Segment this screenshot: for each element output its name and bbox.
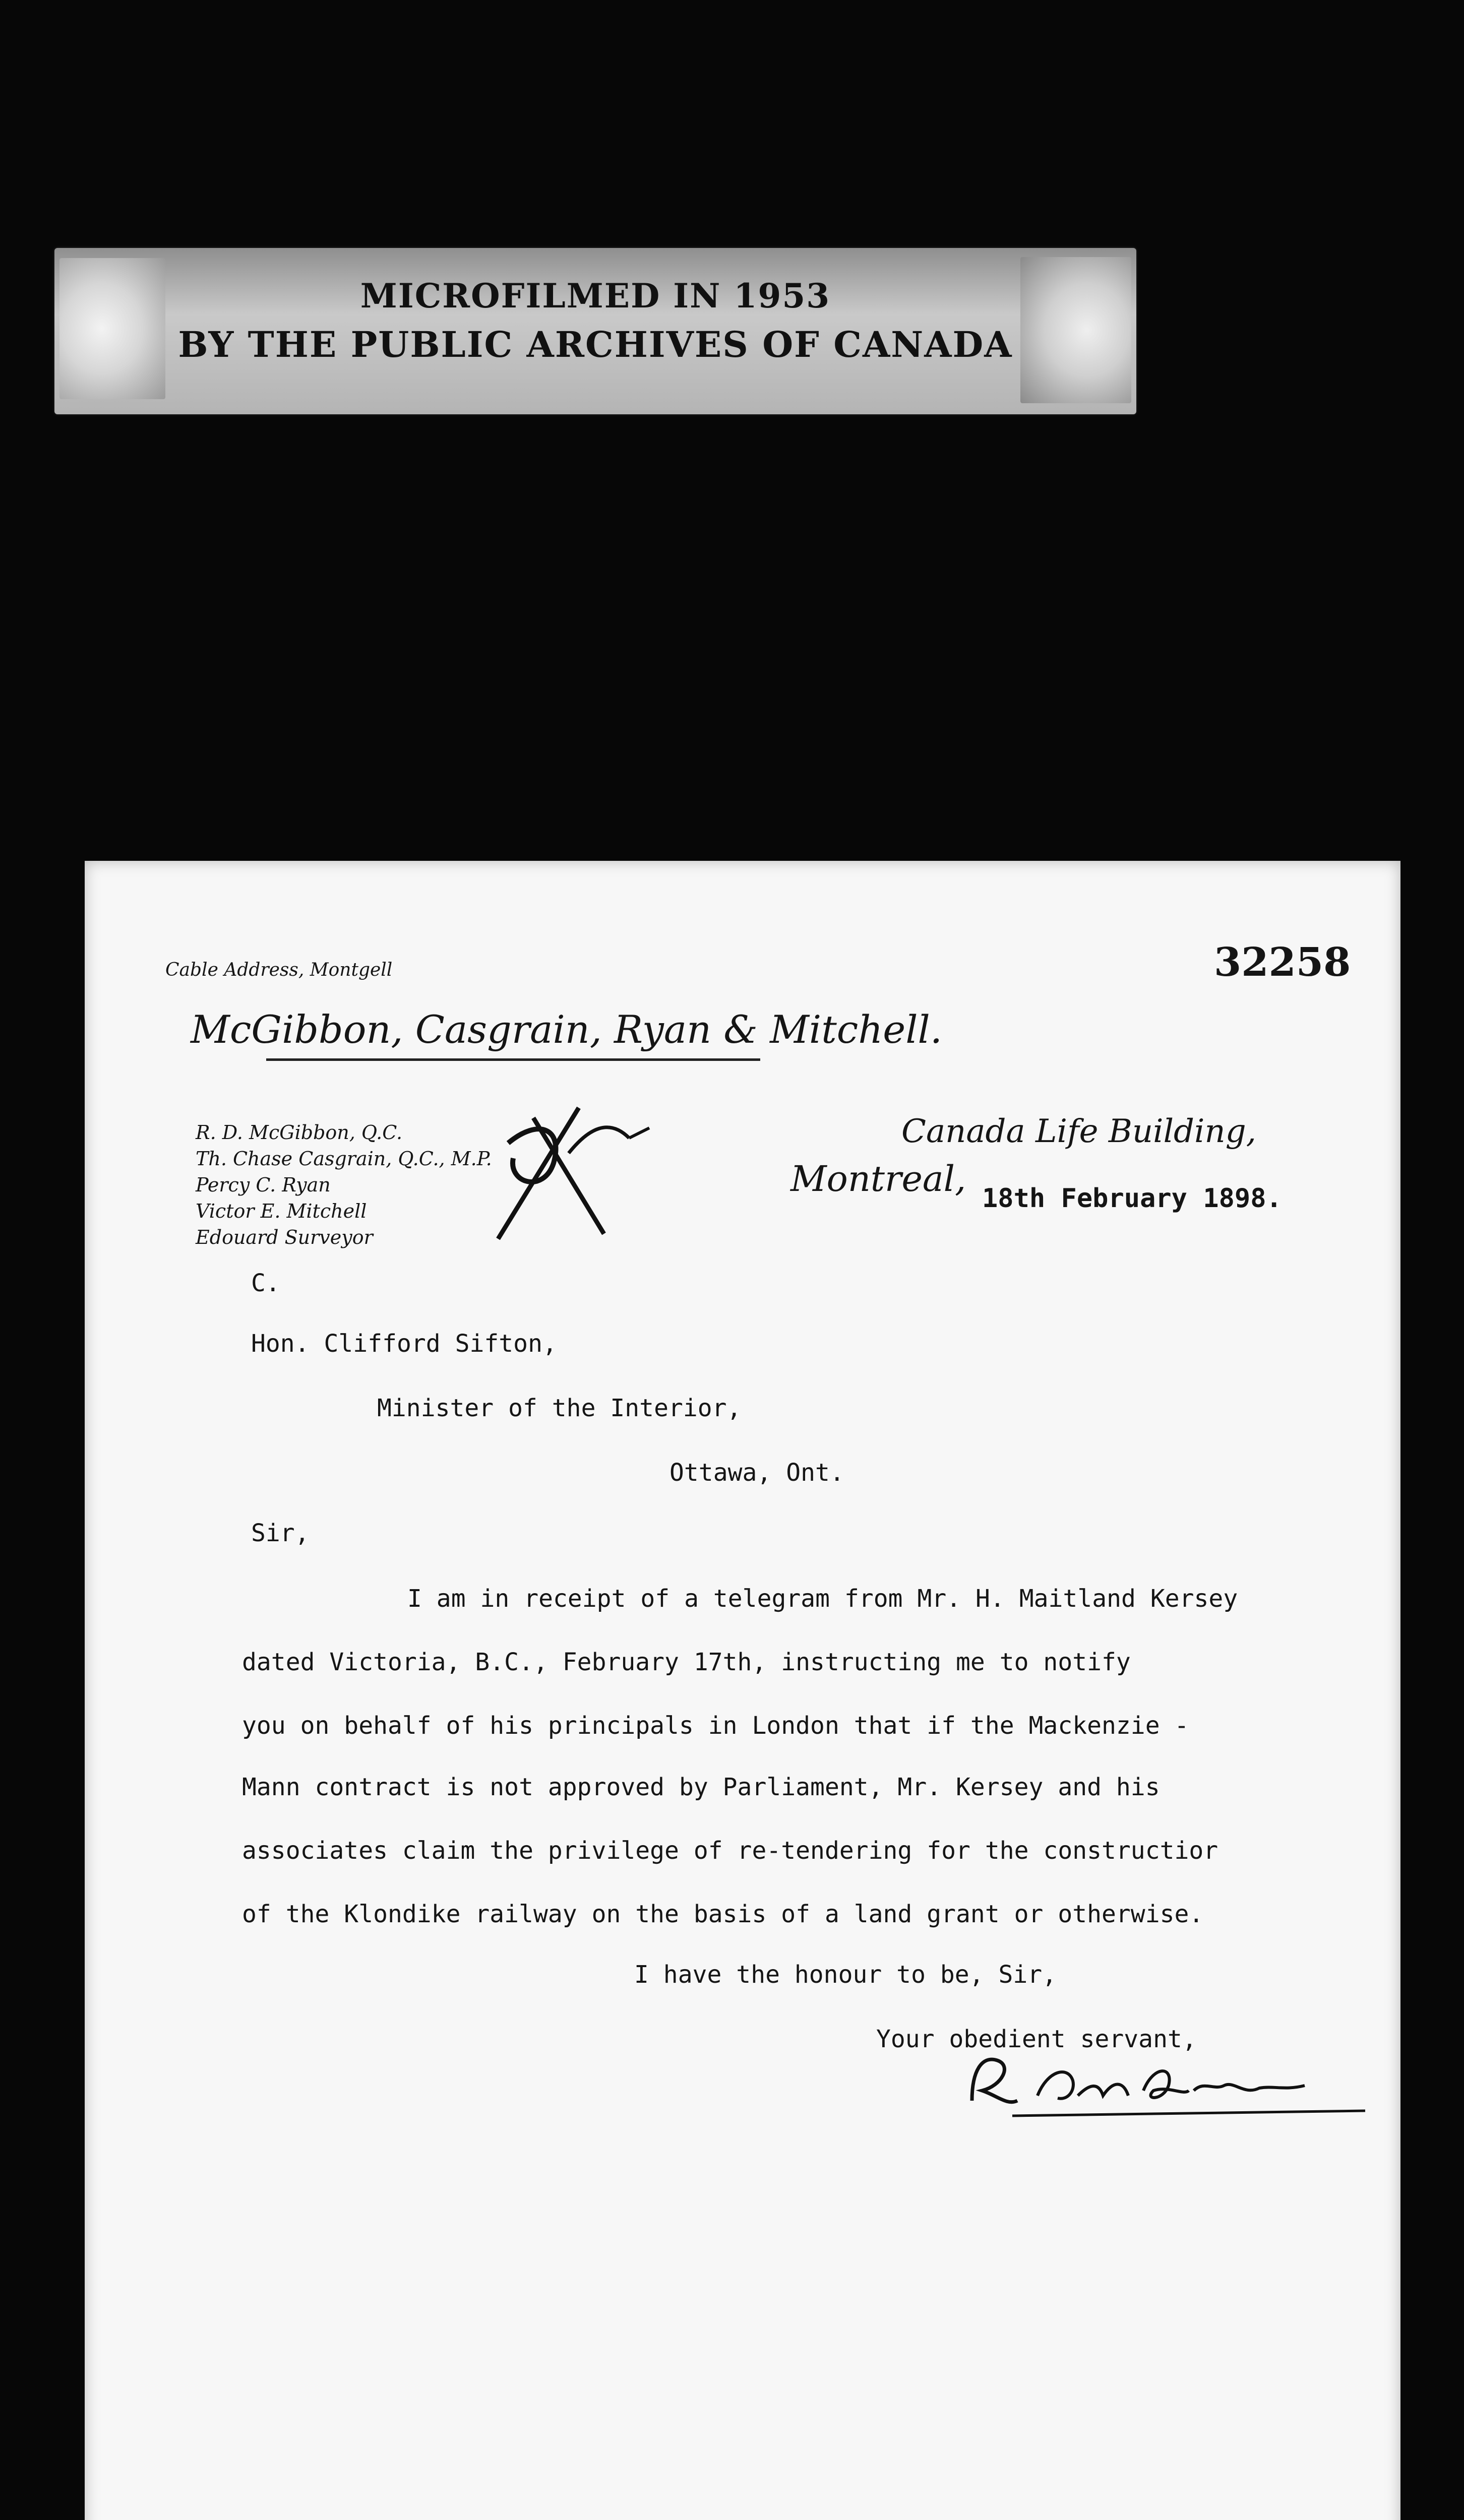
body-line: of the Klondike railway on the basis of a land grant or otherwise. [242, 1900, 1204, 1928]
letter-date: 18th February 1898. [982, 1183, 1282, 1214]
body-line: I am in receipt of a telegram from Mr. H. Maitland Kersey [407, 1585, 1238, 1613]
banner-line-1: MICROFILMED IN 1953 [360, 276, 831, 316]
body-line: dated Victoria, B.C., February 17th, instructing me to notify [242, 1648, 1131, 1676]
partner-name: Th. Chase Casgrain, Q.C., M.P. [196, 1148, 492, 1170]
body-line: Mann contract is not approved by Parliament, Mr. Kersey and his [242, 1773, 1160, 1801]
firm-name: McGibbon, Casgrain, Ryan & Mitchell. [191, 1007, 943, 1052]
recipient-title: Minister of the Interior, [377, 1394, 742, 1422]
handwritten-signature [952, 2050, 1375, 2126]
recipient-name: Hon. Clifford Sifton, [251, 1330, 557, 1358]
partner-name: Victor E. Mitchell [196, 1200, 367, 1222]
city-name: Montreal, [790, 1158, 966, 1200]
cable-address: Cable Address, Montgell [165, 960, 393, 980]
letter-page [85, 861, 1400, 2520]
file-mark: C. [251, 1269, 280, 1297]
salutation: Sir, [251, 1519, 310, 1547]
banner-line-2: BY THE PUBLIC ARCHIVES OF CANADA [178, 324, 1013, 365]
partner-name: Edouard Surveyor [196, 1226, 373, 1248]
handwritten-initials-mark [478, 1098, 710, 1249]
body-line: associates claim the privilege of re-tendering for the constructior [242, 1837, 1218, 1865]
firm-name-underline [266, 1058, 760, 1061]
partner-name: Percy C. Ryan [196, 1174, 331, 1196]
body-line: you on behalf of his principals in London that if the Mackenzie - [242, 1712, 1189, 1740]
closing-line: I have the honour to be, Sir, [634, 1961, 1057, 1989]
closing-line: Your obedient servant, [876, 2025, 1197, 2053]
microfilm-banner [54, 248, 1136, 414]
partner-name: R. D. McGibbon, Q.C. [196, 1121, 403, 1144]
recipient-place: Ottawa, Ont. [669, 1459, 844, 1487]
building-name: Canada Life Building, [901, 1113, 1256, 1150]
document-number: 32258 [1214, 939, 1351, 985]
